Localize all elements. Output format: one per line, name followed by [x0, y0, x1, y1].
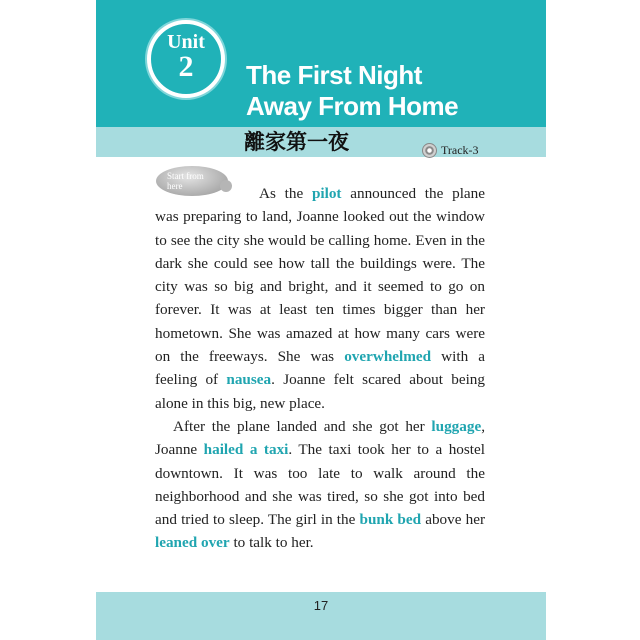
title-line-2: Away From Home: [246, 91, 459, 121]
unit-label: Unit: [167, 31, 205, 53]
text-run: As the: [259, 185, 312, 202]
badge-line-2: here: [167, 181, 183, 191]
unit-badge: [147, 20, 225, 98]
vocab-hailed-a-taxi: hailed a taxi: [203, 441, 289, 459]
track-text: Track-3: [441, 143, 479, 157]
text-run: announced the plane was preparing to land, Joanne looked out the window to see the city she would be calling home. Even in the dark she could see how tall the buildings were. The city was so big and bright, and it seemed to go on forever. It was at least ten times bigger than her hometown. She was amazed at how many cars were on the freeways. She was: [155, 185, 485, 366]
text-run: . Joanne felt scared about being alone in this big, new place.: [155, 371, 485, 412]
paragraph-1: [155, 182, 485, 415]
badge-line-1: Start from: [167, 171, 204, 181]
text-run: After the plane landed and she got her: [173, 417, 432, 435]
title-line-1: The First Night: [246, 60, 422, 90]
text-run: with a feeling of: [155, 348, 485, 389]
page-title: [246, 60, 546, 122]
text-run: to talk to her.: [229, 534, 314, 552]
text-run: . The taxi took her to a hostel downtown. It was too late to walk around the neighborhood and she was tired, so she got into bed and tried to sleep. The girl in the: [155, 441, 485, 529]
cd-icon: [422, 143, 437, 158]
story-text: [155, 182, 485, 555]
vocab-overwhelmed: overwhelmed: [344, 348, 432, 366]
unit-number: 2: [178, 50, 194, 83]
audio-track-label: [422, 143, 479, 158]
vocab-bunk-bed: bunk bed: [359, 511, 422, 529]
vocab-nausea: nausea: [226, 371, 272, 389]
vocab-luggage: luggage: [431, 417, 482, 435]
vocab-pilot: pilot: [311, 185, 342, 202]
text-run: , Joanne: [155, 417, 485, 459]
page-footer-band: [96, 592, 546, 640]
page-number: 17: [313, 598, 329, 613]
text-run: above her: [421, 511, 485, 529]
chinese-subtitle: 離家第一夜: [244, 130, 349, 154]
paragraph-2: [155, 415, 485, 555]
vocab-leaned-over: leaned over: [155, 534, 230, 552]
